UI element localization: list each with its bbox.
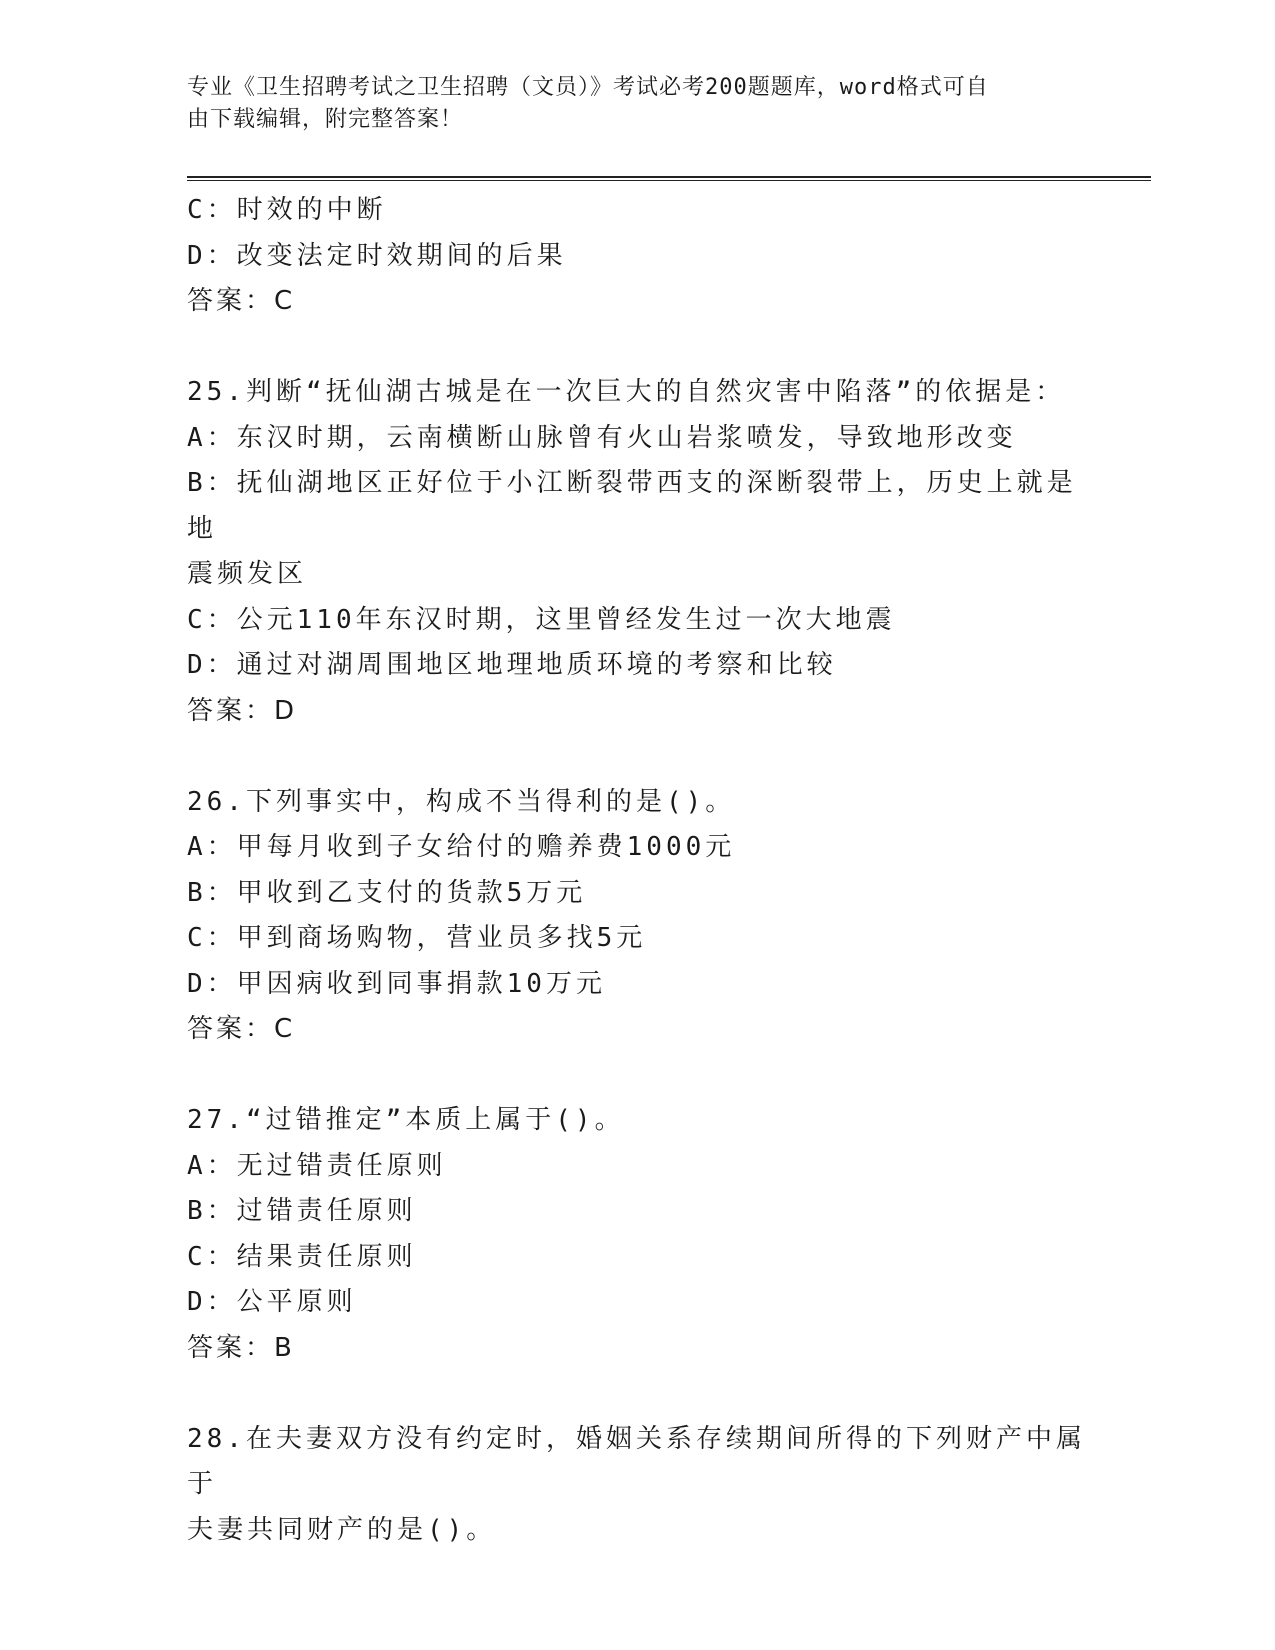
document-header [187,72,1067,136]
q25-answer: 答案：D [187,695,298,726]
header-divider [187,176,1151,181]
q24-option-c: C：时效的中断 [187,195,387,225]
question-list [187,188,1087,1553]
q28-question-line-2: 夫妻共同财产的是()。 [187,1514,497,1545]
q26-answer: 答案：C [187,1014,296,1044]
q25-question: 25.判断“抚仙湖古城是在一次巨大的自然灾害中陷落”的依据是： [187,377,1066,407]
q25-option-a: A：东汉时期，云南横断山脉曾有火山岩浆喷发，导致地形改变 [187,422,1017,453]
spacer [187,1371,1087,1417]
header-line-2: 由下载编辑，附完整答案！ [187,107,464,132]
spacer [187,1053,1087,1099]
spacer [187,325,1087,371]
spacer [187,734,1087,780]
q27-option-c: C：结果责任原则 [187,1241,417,1272]
q26-option-a: A：甲每月收到子女给付的赡养费1000元 [187,832,736,862]
header-line-1: 专业《卫生招聘考试之卫生招聘（文员）》考试必考200题题库，word格式可自 [187,75,989,100]
q26-option-d: D：甲因病收到同事捐款10万元 [187,968,606,999]
q25-option-c: C：公元110年东汉时期，这里曾经发生过一次大地震 [187,604,896,635]
q26-option-c: C：甲到商场购物，营业员多找5元 [187,923,647,953]
q25-option-b-line-2: 震频发区 [187,559,308,589]
q24-option-d: D：改变法定时效期间的后果 [187,240,567,271]
q27-option-a: A：无过错责任原则 [187,1150,447,1181]
q25-option-b-line-1: B：抚仙湖地区正好位于小江断裂带西支的深断裂带上，历史上就是地 [187,468,1077,544]
q24-answer: 答案：C [187,286,296,316]
q27-option-d: D：公平原则 [187,1287,357,1317]
q27-option-b: B：过错责任原则 [187,1196,417,1226]
q25-option-d: D：通过对湖周围地区地理地质环境的考察和比较 [187,650,837,680]
q26-question: 26.下列事实中，构成不当得利的是()。 [187,786,736,817]
q27-question: 27.“过错推定”本质上属于()。 [187,1105,625,1135]
q28-question-line-1: 28.在夫妻双方没有约定时，婚姻关系存续期间所得的下列财产中属于 [187,1423,1086,1499]
q27-answer: 答案：B [187,1332,295,1363]
q26-option-b: B：甲收到乙支付的货款5万元 [187,877,587,908]
